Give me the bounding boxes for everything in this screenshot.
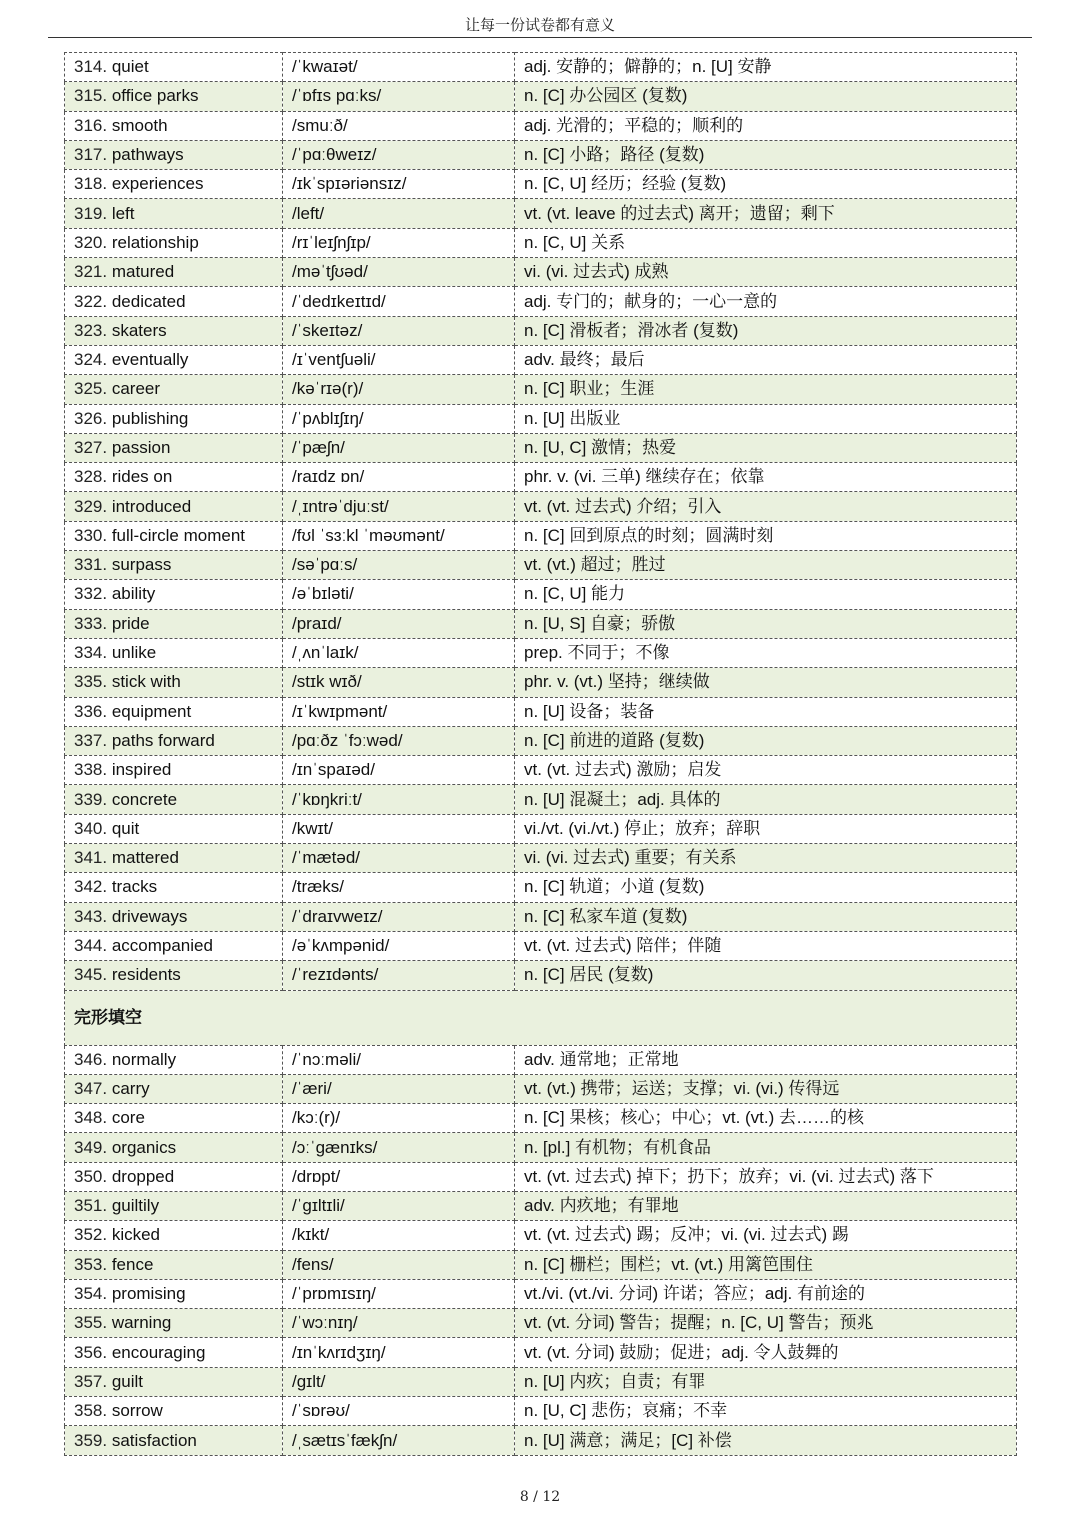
- meaning-cell: prep. 不同于；不像: [515, 638, 1017, 667]
- word-cell: [65, 1104, 283, 1133]
- meaning-cell: vt. (vt.) 超过；胜过: [515, 551, 1017, 580]
- table-row: [65, 814, 1017, 843]
- phonetic-cell: /fʊl ˈsɜːkl ˈməʊmənt/: [283, 521, 515, 550]
- word-cell: [65, 1309, 283, 1338]
- entry-word: tracks: [111, 877, 158, 897]
- entry-number: 338.: [74, 760, 108, 780]
- meaning-cell: vt. (vt.) 携带；运送；支撑；vi. (vi.) 传得远: [515, 1074, 1017, 1103]
- table-row: [65, 228, 1017, 257]
- entry-word: accompanied: [111, 936, 213, 956]
- meaning-cell: adv. 内疚地；有罪地: [515, 1191, 1017, 1220]
- word-cell: [65, 82, 283, 111]
- entry-word: satisfaction: [111, 1430, 197, 1450]
- entry-word: eventually: [111, 350, 189, 370]
- word-cell: [65, 228, 283, 257]
- table-row: [65, 756, 1017, 785]
- table-row: [65, 433, 1017, 462]
- word-cell: [65, 53, 283, 82]
- phonetic-cell: /ɪkˈspɪəriənsɪz/: [283, 170, 515, 199]
- meaning-cell: vt. (vt. 分词) 鼓励；促进；adj. 令人鼓舞的: [515, 1338, 1017, 1367]
- word-cell: [65, 1074, 283, 1103]
- table-row: [65, 345, 1017, 374]
- section-title: 完形填空: [65, 990, 1017, 1045]
- entry-number: 316.: [74, 115, 108, 135]
- phonetic-cell: /ˈkɒŋkriːt/: [283, 785, 515, 814]
- phonetic-cell: /drɒpt/: [283, 1162, 515, 1191]
- entry-word: promising: [111, 1284, 186, 1304]
- phonetic-cell: /smuːð/: [283, 111, 515, 140]
- entry-number: 323.: [74, 320, 108, 340]
- entry-number: 352.: [74, 1225, 108, 1245]
- phonetic-cell: /rɪˈleɪʃnʃɪp/: [283, 228, 515, 257]
- table-row: [65, 1279, 1017, 1308]
- entry-word: surpass: [111, 555, 172, 575]
- word-cell: [65, 814, 283, 843]
- entry-word: experiences: [111, 174, 204, 194]
- entry-word: paths forward: [111, 730, 215, 750]
- table-row: [65, 844, 1017, 873]
- table-row: [65, 375, 1017, 404]
- meaning-cell: adj. 安静的；僻静的；n. [U] 安静: [515, 53, 1017, 82]
- entry-word: fence: [111, 1254, 154, 1274]
- phonetic-cell: /kɔː(r)/: [283, 1104, 515, 1133]
- phonetic-cell: /ˈsɒrəʊ/: [283, 1397, 515, 1426]
- table-row: [65, 199, 1017, 228]
- word-cell: [65, 111, 283, 140]
- entry-number: 326.: [74, 408, 108, 428]
- entry-word: pride: [111, 613, 150, 633]
- entry-number: 350.: [74, 1166, 108, 1186]
- table-row: [65, 668, 1017, 697]
- entry-word: pathways: [111, 145, 184, 165]
- phonetic-cell: /ˈmætəd/: [283, 844, 515, 873]
- meaning-cell: n. [C] 小路；路径 (复数): [515, 140, 1017, 169]
- meaning-cell: n. [C, U] 能力: [515, 580, 1017, 609]
- word-cell: [65, 1367, 283, 1396]
- word-cell: [65, 345, 283, 374]
- phonetic-cell: /ˌɪntrəˈdjuːst/: [283, 492, 515, 521]
- entry-number: 330.: [74, 525, 108, 545]
- meaning-cell: n. [C, U] 关系: [515, 228, 1017, 257]
- meaning-cell: n. [C] 私家车道 (复数): [515, 902, 1017, 931]
- table-row: [65, 961, 1017, 990]
- table-row: [65, 1045, 1017, 1074]
- table-row: [65, 1074, 1017, 1103]
- meaning-cell: n. [C] 回到原点的时刻；圆满时刻: [515, 521, 1017, 550]
- entry-number: 348.: [74, 1108, 108, 1128]
- entry-word: ability: [111, 584, 156, 604]
- word-cell: [65, 492, 283, 521]
- meaning-cell: n. [U] 出版业: [515, 404, 1017, 433]
- table-row: [65, 1397, 1017, 1426]
- phonetic-cell: /ˈpæʃn/: [283, 433, 515, 462]
- phonetic-cell: /ˈgɪltɪli/: [283, 1191, 515, 1220]
- entry-number: 353.: [74, 1254, 108, 1274]
- phonetic-cell: /praɪd/: [283, 609, 515, 638]
- table-row: [65, 287, 1017, 316]
- entry-word: guilt: [111, 1371, 144, 1391]
- table-row: [65, 1338, 1017, 1367]
- meaning-cell: phr. v. (vi. 三单) 继续存在；依靠: [515, 463, 1017, 492]
- meaning-cell: vi./vt. (vi./vt.) 停止；放弃；辞职: [515, 814, 1017, 843]
- section-header-row: [65, 990, 1017, 1045]
- entry-word: organics: [111, 1137, 177, 1157]
- entry-word: introduced: [111, 496, 192, 516]
- meaning-cell: adv. 最终；最后: [515, 345, 1017, 374]
- entry-word: encouraging: [111, 1342, 206, 1362]
- meaning-cell: n. [U] 内疚；自责；有罪: [515, 1367, 1017, 1396]
- phonetic-cell: /stɪk wɪð/: [283, 668, 515, 697]
- word-cell: [65, 551, 283, 580]
- word-cell: [65, 140, 283, 169]
- word-cell: [65, 785, 283, 814]
- word-cell: [65, 258, 283, 287]
- phonetic-cell: /ˈwɔːnɪŋ/: [283, 1309, 515, 1338]
- phonetic-cell: /ˌsætɪsˈfækʃn/: [283, 1426, 515, 1455]
- entry-word: quiet: [111, 57, 149, 77]
- meaning-cell: adj. 专门的；献身的；一心一意的: [515, 287, 1017, 316]
- entry-word: mattered: [111, 848, 179, 868]
- meaning-cell: n. [C] 居民 (复数): [515, 961, 1017, 990]
- entry-number: 328.: [74, 467, 108, 487]
- entry-word: concrete: [111, 789, 178, 809]
- word-cell: [65, 463, 283, 492]
- phonetic-cell: /ˈskeɪtəz/: [283, 316, 515, 345]
- phonetic-cell: /ˈnɔːməli/: [283, 1045, 515, 1074]
- entry-number: 357.: [74, 1371, 108, 1391]
- phonetic-cell: /kɪkt/: [283, 1221, 515, 1250]
- meaning-cell: n. [C] 职业；生涯: [515, 375, 1017, 404]
- phonetic-cell: /məˈtʃʊəd/: [283, 258, 515, 287]
- word-cell: [65, 1397, 283, 1426]
- entry-number: 351.: [74, 1196, 108, 1216]
- entry-word: unlike: [111, 643, 157, 663]
- meaning-cell: vt. (vt. 过去式) 踢；反冲；vi. (vi. 过去式) 踢: [515, 1221, 1017, 1250]
- word-cell: [65, 580, 283, 609]
- table-row: [65, 1221, 1017, 1250]
- phonetic-cell: /pɑːðz ˈfɔːwəd/: [283, 726, 515, 755]
- entry-word: equipment: [111, 701, 192, 721]
- meaning-cell: vt. (vt. 分词) 警告；提醒；n. [C, U] 警告；预兆: [515, 1309, 1017, 1338]
- phonetic-cell: /əˈkʌmpənid/: [283, 931, 515, 960]
- phonetic-cell: /ˈpʌblɪʃɪŋ/: [283, 404, 515, 433]
- meaning-cell: n. [U, C] 悲伤；哀痛；不幸: [515, 1397, 1017, 1426]
- entry-number: 347.: [74, 1078, 108, 1098]
- entry-number: 331.: [74, 555, 108, 575]
- entry-number: 336.: [74, 701, 108, 721]
- phonetic-cell: /kwɪt/: [283, 814, 515, 843]
- table-row: [65, 1104, 1017, 1133]
- table-row: [65, 1426, 1017, 1455]
- meaning-cell: vt./vi. (vt./vi. 分词) 许诺；答应；adj. 有前途的: [515, 1279, 1017, 1308]
- table-row: [65, 697, 1017, 726]
- phonetic-cell: /kəˈrɪə(r)/: [283, 375, 515, 404]
- entry-number: 319.: [74, 203, 108, 223]
- phonetic-cell: /ɪˈventʃuəli/: [283, 345, 515, 374]
- word-cell: [65, 287, 283, 316]
- word-cell: [65, 1133, 283, 1162]
- meaning-cell: n. [U, C] 激情；热爱: [515, 433, 1017, 462]
- word-cell: [65, 697, 283, 726]
- phonetic-cell: /gɪlt/: [283, 1367, 515, 1396]
- entry-word: normally: [111, 1049, 177, 1069]
- entry-word: publishing: [111, 408, 189, 428]
- word-cell: [65, 609, 283, 638]
- phonetic-cell: /ˈprɒmɪsɪŋ/: [283, 1279, 515, 1308]
- word-cell: [65, 1250, 283, 1279]
- meaning-cell: phr. v. (vt.) 坚持；继续做: [515, 668, 1017, 697]
- word-cell: [65, 316, 283, 345]
- meaning-cell: vi. (vi. 过去式) 重要；有关系: [515, 844, 1017, 873]
- table-row: [65, 609, 1017, 638]
- phonetic-cell: /raɪdz ɒn/: [283, 463, 515, 492]
- table-row: [65, 785, 1017, 814]
- meaning-cell: n. [U] 满意；满足；[C] 补偿: [515, 1426, 1017, 1455]
- entry-number: 346.: [74, 1049, 108, 1069]
- word-cell: [65, 1045, 283, 1074]
- entry-number: 354.: [74, 1284, 108, 1304]
- entry-word: rides on: [111, 467, 173, 487]
- entry-word: dropped: [111, 1166, 175, 1186]
- entry-word: sorrow: [111, 1401, 163, 1421]
- entry-number: 335.: [74, 672, 108, 692]
- entry-word: career: [111, 379, 161, 399]
- entry-number: 329.: [74, 496, 108, 516]
- phonetic-cell: /ˈdraɪvweɪz/: [283, 902, 515, 931]
- entry-number: 322.: [74, 291, 108, 311]
- entry-number: 359.: [74, 1430, 108, 1450]
- entry-word: core: [111, 1108, 145, 1128]
- word-cell: [65, 1426, 283, 1455]
- word-cell: [65, 1162, 283, 1191]
- entry-number: 334.: [74, 643, 108, 663]
- table-row: [65, 1162, 1017, 1191]
- entry-number: 339.: [74, 789, 108, 809]
- table-row: [65, 316, 1017, 345]
- phonetic-cell: /ˈæri/: [283, 1074, 515, 1103]
- table-row: [65, 902, 1017, 931]
- word-cell: [65, 170, 283, 199]
- entry-number: 356.: [74, 1342, 108, 1362]
- table-row: [65, 82, 1017, 111]
- word-cell: [65, 1191, 283, 1220]
- page-number: 8 / 12: [519, 1489, 561, 1505]
- vocabulary-table: [64, 52, 1017, 1456]
- word-cell: [65, 521, 283, 550]
- table-row: [65, 931, 1017, 960]
- meaning-cell: vt. (vt. 过去式) 掉下；扔下；放弃；vi. (vi. 过去式) 落下: [515, 1162, 1017, 1191]
- word-cell: [65, 961, 283, 990]
- entry-number: 343.: [74, 906, 108, 926]
- table-row: [65, 463, 1017, 492]
- table-row: [65, 53, 1017, 82]
- entry-word: dedicated: [111, 291, 186, 311]
- phonetic-cell: /əˈbɪləti/: [283, 580, 515, 609]
- entry-number: 340.: [74, 818, 108, 838]
- phonetic-cell: /left/: [283, 199, 515, 228]
- phonetic-cell: /ˈkwaɪət/: [283, 53, 515, 82]
- entry-word: office parks: [111, 86, 199, 106]
- word-cell: [65, 873, 283, 902]
- phonetic-cell: /ˌʌnˈlaɪk/: [283, 638, 515, 667]
- meaning-cell: vt. (vt. 过去式) 激励；启发: [515, 756, 1017, 785]
- meaning-cell: n. [C] 滑板者；滑冰者 (复数): [515, 316, 1017, 345]
- meaning-cell: vt. (vt. leave 的过去式) 离开；遗留；剩下: [515, 199, 1017, 228]
- meaning-cell: n. [U] 设备；装备: [515, 697, 1017, 726]
- vocabulary-table-body: [65, 53, 1017, 1456]
- phonetic-cell: /ˈdedɪkeɪtɪd/: [283, 287, 515, 316]
- word-cell: [65, 902, 283, 931]
- entry-word: kicked: [111, 1225, 161, 1245]
- entry-word: matured: [111, 262, 175, 282]
- table-row: [65, 1367, 1017, 1396]
- table-row: [65, 580, 1017, 609]
- table-row: [65, 170, 1017, 199]
- phonetic-cell: /ɔːˈgænɪks/: [283, 1133, 515, 1162]
- word-cell: [65, 1279, 283, 1308]
- entry-number: 342.: [74, 877, 108, 897]
- entry-number: 355.: [74, 1313, 108, 1333]
- phonetic-cell: /ˈrezɪdənts/: [283, 961, 515, 990]
- meaning-cell: n. [C] 果核；核心；中心；vt. (vt.) 去……的核: [515, 1104, 1017, 1133]
- meaning-cell: n. [U, S] 自豪；骄傲: [515, 609, 1017, 638]
- phonetic-cell: /ɪnˈkʌrɪdʒɪŋ/: [283, 1338, 515, 1367]
- meaning-cell: n. [C] 轨道；小道 (复数): [515, 873, 1017, 902]
- table-row: [65, 551, 1017, 580]
- word-cell: [65, 931, 283, 960]
- word-cell: [65, 756, 283, 785]
- meaning-cell: vi. (vi. 过去式) 成熟: [515, 258, 1017, 287]
- phonetic-cell: /ˈɒfɪs pɑːks/: [283, 82, 515, 111]
- table-row: [65, 140, 1017, 169]
- phonetic-cell: /səˈpɑːs/: [283, 551, 515, 580]
- word-cell: [65, 668, 283, 697]
- table-row: [65, 521, 1017, 550]
- entry-word: carry: [111, 1078, 150, 1098]
- meaning-cell: n. [C] 办公园区 (复数): [515, 82, 1017, 111]
- table-row: [65, 258, 1017, 287]
- table-row: [65, 1133, 1017, 1162]
- entry-word: relationship: [111, 232, 199, 252]
- entry-number: 321.: [74, 262, 108, 282]
- meaning-cell: n. [C, U] 经历；经验 (复数): [515, 170, 1017, 199]
- entry-number: 333.: [74, 613, 108, 633]
- phonetic-cell: /træks/: [283, 873, 515, 902]
- table-row: [65, 726, 1017, 755]
- entry-word: residents: [111, 965, 181, 985]
- word-cell: [65, 199, 283, 228]
- entry-word: smooth: [111, 115, 168, 135]
- word-cell: [65, 433, 283, 462]
- meaning-cell: n. [U] 混凝土；adj. 具体的: [515, 785, 1017, 814]
- meaning-cell: n. [C] 前进的道路 (复数): [515, 726, 1017, 755]
- entry-word: left: [111, 203, 135, 223]
- entry-word: stick with: [111, 672, 181, 692]
- entry-number: 341.: [74, 848, 108, 868]
- entry-number: 318.: [74, 174, 108, 194]
- header-divider: [48, 37, 1032, 38]
- phonetic-cell: /fens/: [283, 1250, 515, 1279]
- entry-number: 320.: [74, 232, 108, 252]
- meaning-cell: n. [C] 栅栏；围栏；vt. (vt.) 用篱笆围住: [515, 1250, 1017, 1279]
- entry-number: 345.: [74, 965, 108, 985]
- entry-number: 315.: [74, 86, 108, 106]
- table-row: [65, 638, 1017, 667]
- entry-word: full-circle moment: [111, 525, 246, 545]
- word-cell: [65, 375, 283, 404]
- table-row: [65, 492, 1017, 521]
- entry-number: 325.: [74, 379, 108, 399]
- entry-number: 327.: [74, 438, 108, 457]
- word-cell: [65, 844, 283, 873]
- phonetic-cell: /ɪˈkwɪpmənt/: [283, 697, 515, 726]
- entry-word: guiltily: [111, 1196, 160, 1216]
- word-cell: [65, 404, 283, 433]
- entry-number: 344.: [74, 936, 108, 956]
- table-row: [65, 1191, 1017, 1220]
- entry-word: skaters: [111, 320, 167, 340]
- page-header-title: 让每一份试卷都有意义: [464, 16, 615, 34]
- entry-number: 317.: [74, 145, 108, 165]
- entry-number: 314.: [74, 57, 108, 77]
- meaning-cell: adj. 光滑的；平稳的；顺利的: [515, 111, 1017, 140]
- meaning-cell: vt. (vt. 过去式) 陪伴；伴随: [515, 931, 1017, 960]
- entry-word: inspired: [111, 760, 172, 780]
- word-cell: [65, 1221, 283, 1250]
- entry-word: passion: [111, 438, 171, 457]
- table-row: [65, 111, 1017, 140]
- entry-number: 349.: [74, 1137, 108, 1157]
- entry-word: warning: [111, 1313, 172, 1333]
- phonetic-cell: /ɪnˈspaɪəd/: [283, 756, 515, 785]
- meaning-cell: vt. (vt. 过去式) 介绍；引入: [515, 492, 1017, 521]
- table-row: [65, 1309, 1017, 1338]
- entry-number: 324.: [74, 350, 108, 370]
- entry-word: quit: [111, 818, 140, 838]
- meaning-cell: adv. 通常地；正常地: [515, 1045, 1017, 1074]
- entry-number: 332.: [74, 584, 108, 604]
- table-row: [65, 404, 1017, 433]
- table-row: [65, 1250, 1017, 1279]
- phonetic-cell: /ˈpɑːθweɪz/: [283, 140, 515, 169]
- entry-number: 337.: [74, 730, 108, 750]
- word-cell: [65, 1338, 283, 1367]
- word-cell: [65, 726, 283, 755]
- table-row: [65, 873, 1017, 902]
- entry-number: 358.: [74, 1401, 108, 1421]
- entry-word: driveways: [111, 906, 188, 926]
- meaning-cell: n. [pl.] 有机物；有机食品: [515, 1133, 1017, 1162]
- word-cell: [65, 638, 283, 667]
